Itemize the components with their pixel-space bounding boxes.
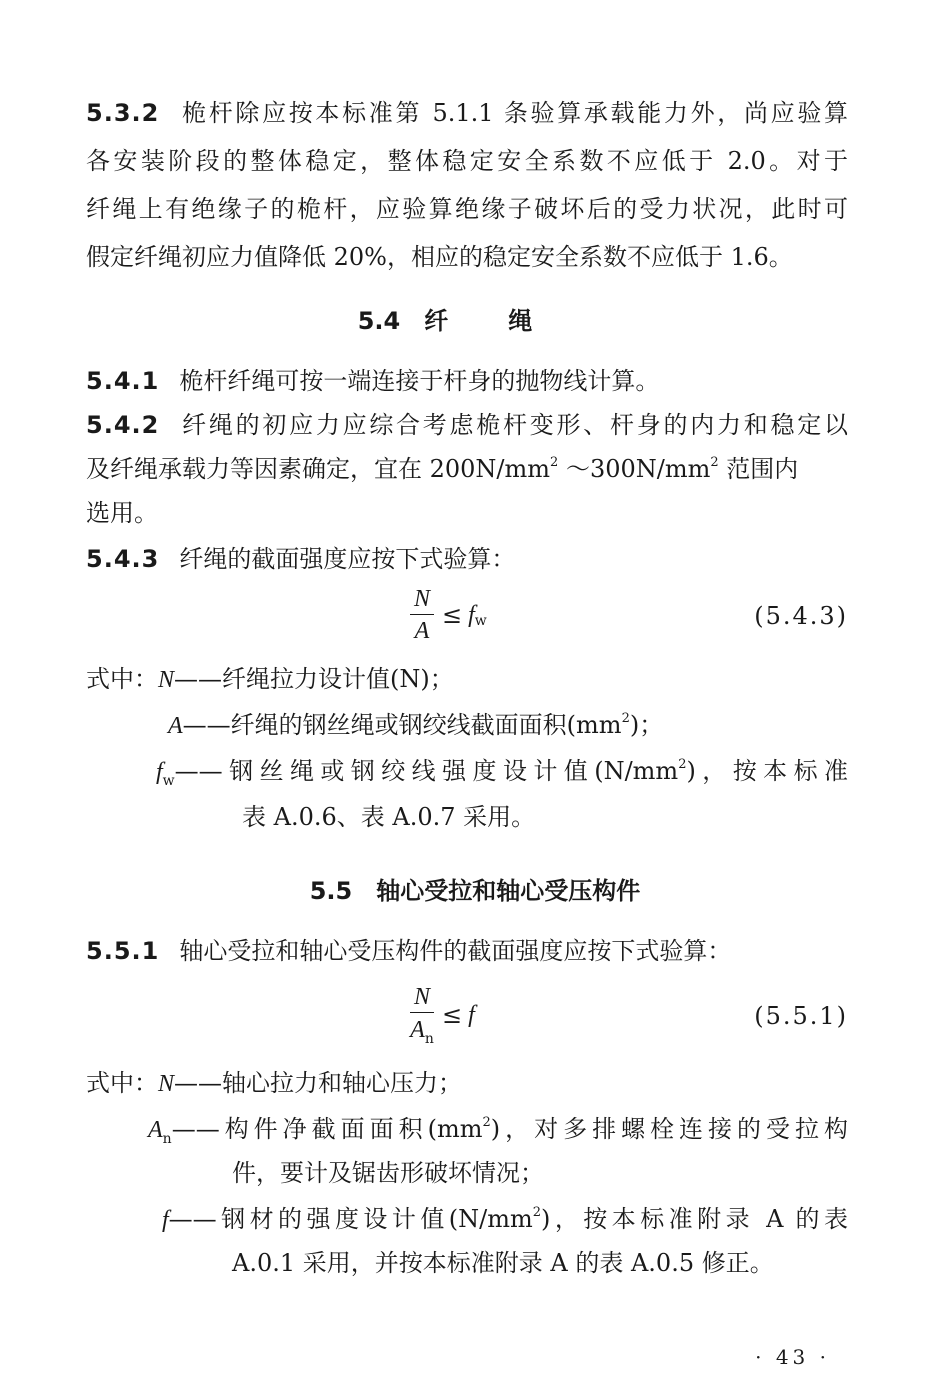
- where-intro: 式中：: [86, 1069, 158, 1097]
- definition-end: )，对多排螺栓连接的受拉构: [490, 1115, 848, 1143]
- superscript: 2: [710, 455, 719, 470]
- equation-5-4-3: [410, 580, 487, 650]
- text-part: 范围内: [718, 455, 799, 483]
- fraction: [410, 584, 434, 647]
- equation-number: (5.5.1): [754, 1002, 848, 1030]
- superscript: 2: [550, 455, 559, 470]
- where-definition-An: [148, 1108, 848, 1150]
- where-definition-fw: [156, 750, 848, 792]
- superscript: 2: [678, 757, 687, 772]
- definition: ——构件净截面面积(mm: [171, 1115, 483, 1143]
- fraction: [410, 982, 434, 1049]
- clause-text: 桅杆纤绳可按一端连接于杆身的抛物线计算。: [179, 367, 660, 395]
- definition: ——纤绳的钢丝绳或钢绞线截面面积(mm: [182, 711, 622, 739]
- rhs-subscript: w: [474, 613, 487, 629]
- denominator-subscript: n: [424, 1030, 434, 1047]
- text-part: 及纤绳承载力等因素确定，宜在 200N/mm: [86, 455, 551, 483]
- superscript: 2: [532, 1205, 542, 1220]
- symbol: N: [158, 1071, 175, 1097]
- clause-text: 纤绳的截面强度应按下式验算：: [179, 545, 516, 573]
- section-heading-5-4: [0, 300, 950, 342]
- section-number: 5.4: [357, 307, 401, 335]
- denominator: [410, 1013, 434, 1049]
- where-definition-N: [86, 658, 454, 700]
- clause-text: 纤绳的初应力应综合考虑桅杆变形、杆身的内力和稳定以: [179, 411, 848, 439]
- clause-5-4-2-line-1: [86, 404, 848, 446]
- numerator: N: [410, 584, 434, 615]
- clause-5-4-2-line-2: [86, 448, 848, 490]
- symbol: A: [168, 713, 183, 739]
- clause-5-5-1: [86, 930, 848, 972]
- leq-symbol: ≤: [442, 1001, 463, 1029]
- definition-end: )，按本标准: [686, 757, 848, 785]
- equation-number: (5.4.3): [754, 602, 848, 630]
- clause-number: 5.5.1: [86, 937, 160, 965]
- definition-end: )，按本标准附录 A 的表: [541, 1205, 849, 1233]
- clause-5-4-1: [86, 360, 848, 402]
- definition: ——钢材的强度设计值(N/mm: [168, 1205, 533, 1233]
- superscript: 2: [621, 711, 630, 726]
- clause-5-3-2-line-2: 各安装阶段的整体稳定，整体稳定安全系数不应低于 2.0。对于: [86, 147, 848, 175]
- leq-symbol: ≤: [442, 601, 463, 629]
- clause-number: 5.3.2: [86, 99, 160, 127]
- denominator-symbol: A: [410, 1016, 425, 1043]
- where-definition-A: [168, 704, 663, 746]
- where-intro: 式中：: [86, 665, 158, 693]
- where-definition-fw-line-2: 表 A.0.6、表 A.0.7 采用。: [242, 803, 536, 831]
- clause-5-3-2-line-1: [86, 92, 848, 134]
- definition-end: )；: [629, 711, 664, 739]
- section-heading-5-5: [0, 870, 950, 912]
- text-part: ～300N/mm: [558, 455, 711, 483]
- symbol: f: [156, 759, 163, 785]
- clause-number: 5.4.1: [86, 367, 160, 395]
- clause-5-3-2-line-4: 假定纤绳初应力值降低 20%，相应的稳定安全系数不应低于 1.6。: [86, 243, 793, 271]
- symbol: N: [158, 667, 175, 693]
- symbol: f: [162, 1207, 169, 1233]
- superscript: 2: [482, 1115, 491, 1130]
- section-number: 5.5: [309, 877, 353, 905]
- clause-5-3-2-line-3: 纤绳上有绝缘子的桅杆，应验算绝缘子破坏后的受力状况，此时可: [86, 195, 848, 223]
- numerator: N: [410, 982, 434, 1013]
- where-definition-N: [86, 1062, 462, 1104]
- subscript: n: [162, 1131, 172, 1147]
- where-definition-An-line-2: 件，要计及锯齿形破坏情况；: [232, 1159, 544, 1187]
- subscript: w: [162, 773, 175, 789]
- clause-number: 5.4.2: [86, 411, 160, 439]
- rhs-symbol: f: [468, 601, 475, 628]
- clause-5-4-3: [86, 538, 848, 580]
- clause-number: 5.4.3: [86, 545, 160, 573]
- definition: ——钢丝绳或钢绞线强度设计值(N/mm: [174, 757, 679, 785]
- definition: ——轴心拉力和轴心压力；: [174, 1069, 463, 1097]
- rhs-symbol: f: [468, 1001, 475, 1028]
- where-definition-f-line-2: A.0.1 采用，并按本标准附录 A 的表 A.0.5 修正。: [232, 1249, 774, 1277]
- symbol: A: [148, 1117, 163, 1143]
- section-title: 轴心受拉和轴心受压构件: [376, 877, 641, 905]
- clause-text: 轴心受拉和轴心受压构件的截面强度应按下式验算：: [179, 937, 732, 965]
- page-number: · 43 ·: [755, 1345, 830, 1369]
- where-definition-f: [162, 1198, 848, 1240]
- denominator: A: [414, 617, 430, 644]
- section-title: 纤绳: [424, 307, 593, 335]
- clause-text: 桅杆除应按本标准第 5.1.1 条验算承载能力外，尚应验算: [179, 99, 848, 127]
- equation-5-5-1: [410, 980, 475, 1050]
- definition: ——纤绳拉力设计值(N)；: [174, 665, 454, 693]
- clause-5-4-2-line-3: 选用。: [86, 499, 158, 527]
